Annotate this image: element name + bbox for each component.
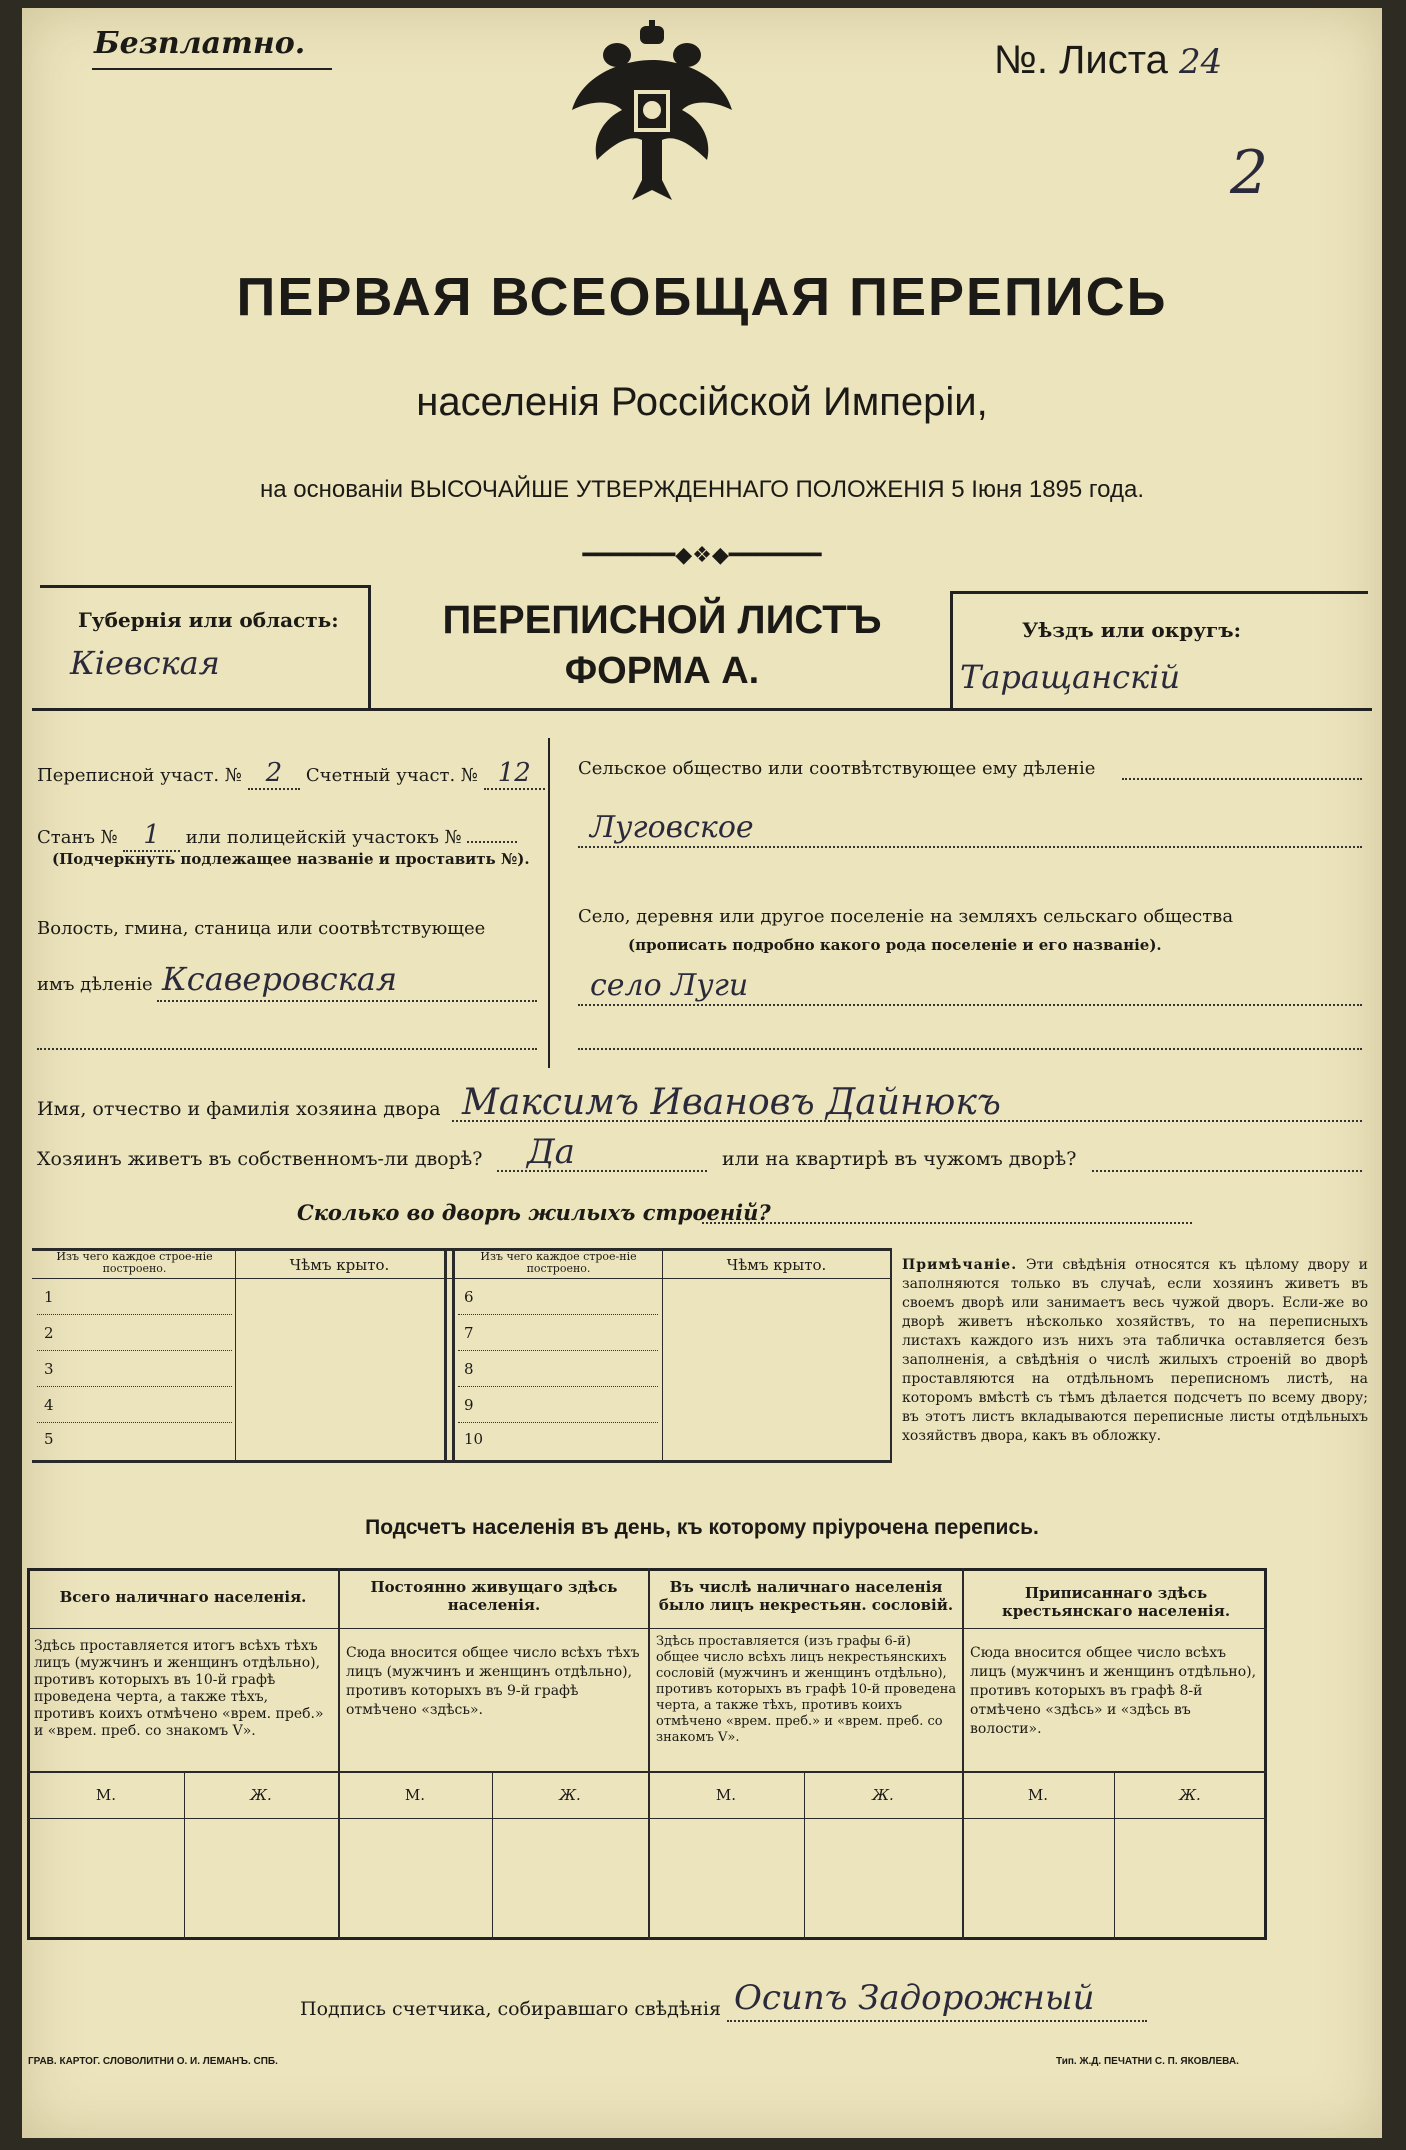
free-label: Безплатно. xyxy=(94,26,306,61)
count-col1-head: Всего наличнаго населенія. xyxy=(59,1588,307,1606)
imperial-eagle-emblem xyxy=(562,20,742,210)
count-col3-head: Въ числѣ наличнаго населенія было лицъ некрестьян. сословій. xyxy=(658,1578,954,1614)
buildings-col2-head-right: Чѣмъ крыто. xyxy=(726,1256,827,1274)
subtitle: населенія Россійской Имперіи, xyxy=(416,380,988,424)
uezd-box-top xyxy=(950,591,1368,594)
count-table-mf-line xyxy=(27,1818,1267,1819)
buildings-row-7: 7 xyxy=(464,1324,474,1342)
count-col3-desc: Здѣсь проставляется (изъ графы 6-й) общее число всѣхъ лицъ некрестьянскихъ сословій (мужчинъ и женщинъ отдѣльно), противъ которыхъ въ графѣ 10-й проведена черта, а также тѣхъ, противъ коихъ отмѣчено «врем. преб.» и «врем. преб. со знакомъ V». xyxy=(656,1634,957,1745)
own-yard-label: Хозяинъ живетъ въ собственномъ-ли дворѣ? xyxy=(37,1148,483,1170)
count-table-desc-line xyxy=(27,1771,1267,1773)
count-table-head-line xyxy=(27,1628,1267,1629)
count-col-line-1 xyxy=(338,1568,340,1940)
form-title: ПЕРЕПИСНОЙ ЛИСТЪ xyxy=(442,598,882,642)
row-line xyxy=(37,1422,232,1423)
count-mf-line-4 xyxy=(1114,1773,1115,1940)
signature-value: Осипъ Задорожный xyxy=(734,1978,1095,2018)
buildings-mid-line-a xyxy=(444,1248,447,1460)
buildings-col-line-b xyxy=(662,1248,663,1460)
free-underline xyxy=(92,68,332,70)
count-col4-f: Ж. xyxy=(1179,1786,1201,1804)
heading-bottom-line xyxy=(32,708,1372,711)
note-text: Эти свѣдѣнія относятся къ цѣлому двору и заполняются только въ случаѣ, если хозяинъ живетъ въ своемъ дворѣ или занимаетъ весь чужой дворъ. Если-же во дворѣ живетъ нѣсколько хозяйствъ, то на переписныхъ листахъ каждого изъ нихъ эта табличка оставляется безъ заполненія, а свѣдѣнія о числѣ жилыхъ строеній во дворѣ проставляются на отдѣльномъ переписномъ листѣ, на которомъ вмѣстѣ съ тѣмъ дѣлается подсчетъ по всему двору; въ этотъ листъ вкладываются переписные листы отдѣльныхъ хозяйствъ двора, какъ въ обложку. xyxy=(902,1257,1368,1444)
gubernia-box-top xyxy=(40,585,370,588)
count-mf-line-2 xyxy=(492,1773,493,1940)
volost-label2: имъ дѣленіе xyxy=(37,974,153,995)
perepis-uchast-label: Переписной участ. № xyxy=(37,765,242,786)
buildings-row-9: 9 xyxy=(464,1396,474,1414)
count-col2-f: Ж. xyxy=(559,1786,581,1804)
main-title: ПЕРВАЯ ВСЕОБЩАЯ ПЕРЕПИСЬ xyxy=(236,267,1168,327)
obshchestvo-line1 xyxy=(1122,778,1362,780)
count-col1-desc: Здѣсь проставляется итогъ всѣхъ тѣхъ лицъ (мужчинъ и женщинъ отдѣльно), противъ которыхъ въ 10-й графѣ проведена черта, а также тѣхъ, противъ коихъ отмѣчено «врем. преб.» и «врем. преб. со знакомъ V». xyxy=(34,1638,324,1739)
corner-number: 2 xyxy=(1230,138,1269,208)
buildings-table-right xyxy=(890,1248,892,1460)
obshchestvo-value: Луговское xyxy=(590,810,754,845)
buildings-table-bottom xyxy=(32,1460,892,1463)
schet-uchast-label: Счетный участ. № xyxy=(305,765,478,786)
row-line xyxy=(458,1386,658,1387)
census-sheet xyxy=(22,8,1382,2138)
buildings-row-8: 8 xyxy=(464,1360,474,1378)
count-col3-f: Ж. xyxy=(872,1786,894,1804)
buildings-row-1: 1 xyxy=(44,1288,54,1306)
row-line xyxy=(37,1386,232,1387)
signature-label: Подпись счетчика, собиравшаго свѣдѣнія xyxy=(300,1998,721,2020)
stan-note: (Подчеркнуть подлежащее названіе и проставить №). xyxy=(52,850,530,868)
owner-name-label: Имя, отчество и фамилія хозяина двора xyxy=(37,1098,441,1120)
count-col2-m: М. xyxy=(404,1786,426,1804)
volost-label: Волость, гмина, станица или соотвѣтствующее xyxy=(37,918,486,939)
stan-value: 1 xyxy=(123,820,180,852)
count-col-line-2 xyxy=(648,1568,650,1940)
buildings-col2-head-left: Чѣмъ крыто. xyxy=(289,1256,390,1274)
uezd-value: Таращанскій xyxy=(960,658,1181,696)
gubernia-label: Губернія или область: xyxy=(78,608,339,632)
perepis-uchast-row xyxy=(37,758,545,788)
perepis-uchast-value: 2 xyxy=(248,758,301,790)
rent-label: или на квартирѣ въ чужомъ дворѣ? xyxy=(722,1148,1077,1170)
buildings-line xyxy=(702,1222,1192,1224)
sheet-label-text: №. Листа xyxy=(994,38,1168,82)
footer-right: Тип. Ж.Д. ПЕЧАТНИ С. П. ЯКОВЛЕВА. xyxy=(1056,2056,1239,2067)
sheet-number-label xyxy=(994,38,1222,83)
police-blank xyxy=(467,841,517,843)
sheet-number-value: 24 xyxy=(1178,42,1223,82)
buildings-row-3: 3 xyxy=(44,1360,54,1378)
stan-label: Станъ № xyxy=(37,827,118,848)
count-col3-m: М. xyxy=(715,1786,737,1804)
count-col2-desc: Сюда вносится общее число всѣхъ тѣхъ лицъ (мужчинъ и женщинъ отдѣльно), противъ которыхъ въ 9-й графѣ отмѣчено «здѣсь». xyxy=(346,1645,640,1718)
police-label: или полицейскій участокъ № xyxy=(185,827,462,848)
signature-line xyxy=(727,2020,1147,2022)
buildings-table-head-line xyxy=(32,1278,892,1279)
ornament-divider: ━━━━━━━◆❖◆━━━━━━━ xyxy=(582,543,822,568)
buildings-row-4: 4 xyxy=(44,1396,54,1414)
selo-label: Село, деревня или другое поселеніе на земляхъ сельскаго общества xyxy=(578,906,1234,927)
selo-note: (прописать подробно какого рода поселеніе и его названіе). xyxy=(628,936,1162,954)
buildings-col1-head-right: Изъ чего каждое строе-ніе построено. xyxy=(480,1250,637,1275)
count-col-line-3 xyxy=(962,1568,964,1940)
own-yard-line xyxy=(497,1170,707,1172)
buildings-mid-line-b xyxy=(452,1248,455,1460)
count-mf-line-1 xyxy=(184,1773,185,1940)
row-line xyxy=(458,1314,658,1315)
row-line xyxy=(458,1422,658,1423)
owner-name-value: Максимъ Ивановъ Дайнюкъ xyxy=(462,1082,1001,1123)
buildings-row-10: 10 xyxy=(464,1430,484,1448)
gubernia-value: Кіевская xyxy=(70,644,220,682)
buildings-row-2: 2 xyxy=(44,1324,54,1342)
count-col1-f: Ж. xyxy=(250,1786,272,1804)
selo-line2 xyxy=(578,1048,1362,1050)
stan-row xyxy=(37,820,517,850)
selo-value: село Луги xyxy=(590,968,749,1003)
count-col1-m: М. xyxy=(95,1786,117,1804)
obshchestvo-label: Сельское общество или соотвѣтствующее ему дѣленіе xyxy=(578,758,1096,779)
volost-value: Ксаверовская xyxy=(162,960,397,998)
buildings-col1-head-left: Изъ чего каждое строе-ніе построено. xyxy=(56,1250,213,1275)
basis-line: на основаніи ВЫСОЧАЙШЕ УТВЕРЖДЕННАГО ПОЛОЖЕНІЯ 5 Іюня 1895 года. xyxy=(259,476,1144,503)
row-line xyxy=(37,1350,232,1351)
row-line xyxy=(458,1350,658,1351)
fields-divider xyxy=(548,738,550,1068)
buildings-col-line-a xyxy=(235,1248,236,1460)
footer-left: ГРАВ. КАРТОГ. СЛОВОЛИТНИ О. И. ЛЕМАНЪ. СПБ. xyxy=(28,2056,278,2067)
count-mf-line-3 xyxy=(804,1773,805,1940)
buildings-row-6: 6 xyxy=(464,1288,474,1306)
count-col2-head: Постоянно живущаго здѣсь населенія. xyxy=(370,1578,618,1614)
buildings-row-5: 5 xyxy=(44,1430,54,1448)
count-col4-m: М. xyxy=(1027,1786,1049,1804)
rent-line xyxy=(1092,1170,1362,1172)
schet-uchast-value: 12 xyxy=(484,758,545,790)
uezd-label: Уѣздъ или округъ: xyxy=(1022,618,1241,642)
volost-line2 xyxy=(37,1048,537,1050)
count-col4-desc: Сюда вносится общее число всѣхъ лицъ (мужчинъ и женщинъ отдѣльно), противъ которыхъ въ графѣ 8-й отмѣчено «здѣсь» и «здѣсь въ волости». xyxy=(970,1645,1257,1737)
uezd-box-side xyxy=(950,591,953,711)
count-title: Подсчетъ населенія въ день, къ которому пріурочена перепись. xyxy=(365,1516,1039,1539)
buildings-label: Сколько во дворѣ жилыхъ строеній? xyxy=(297,1200,771,1225)
own-yard-value: Да xyxy=(527,1132,575,1172)
gubernia-box-side xyxy=(368,585,371,710)
volost-line xyxy=(157,1000,537,1002)
owner-name-line xyxy=(452,1120,1362,1122)
note-head: Примѣчаніе. xyxy=(902,1257,1018,1273)
row-line xyxy=(37,1314,232,1315)
obshchestvo-line2 xyxy=(578,846,1362,848)
selo-line1 xyxy=(578,1004,1362,1006)
count-table xyxy=(27,1568,1267,1940)
note-block xyxy=(902,1256,1368,1446)
form-subtitle: ФОРМА А. xyxy=(564,650,760,692)
count-col4-head: Приписаннаго здѣсь крестьянскаго населенія. xyxy=(1001,1584,1231,1620)
